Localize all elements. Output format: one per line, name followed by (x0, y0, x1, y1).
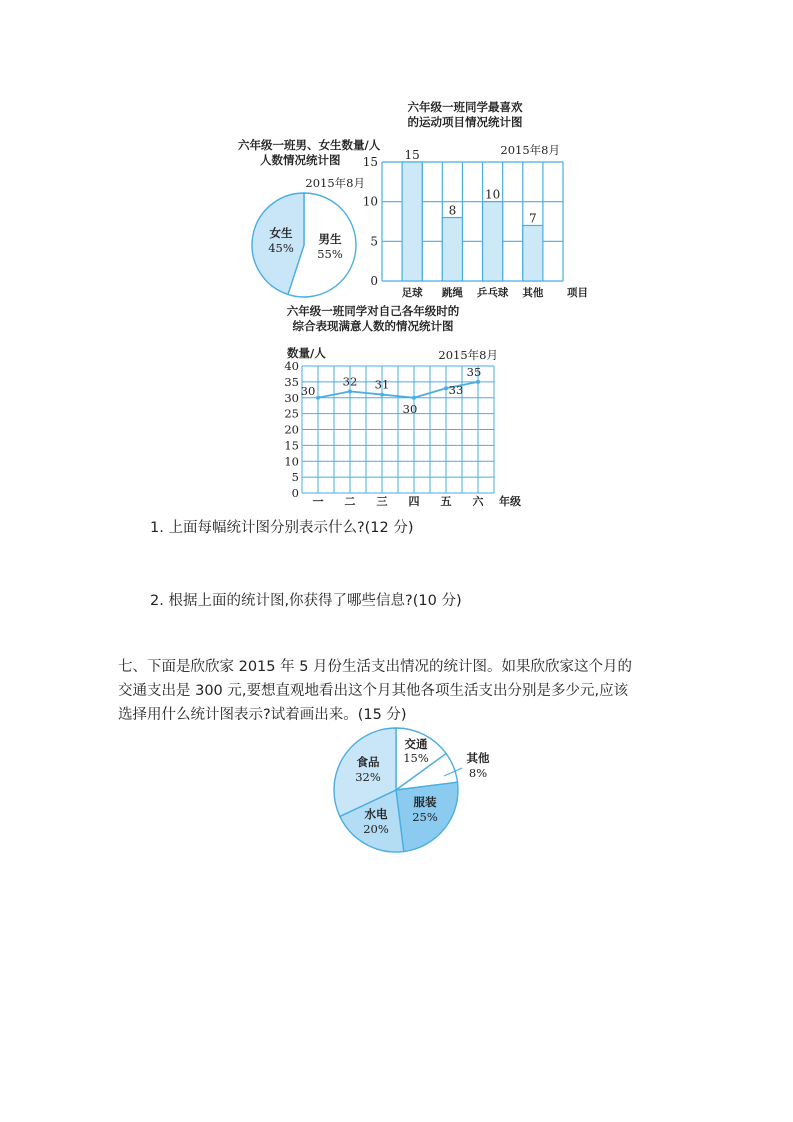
bar (483, 202, 503, 281)
line-point-label: 35 (466, 364, 482, 379)
line-category-label: 四 (408, 495, 420, 508)
bar-chart (363, 143, 588, 299)
section-7-line-3: 选择用什么统计图表示?试着画出来。(15 分) (118, 707, 407, 723)
line-category-label: 五 (440, 495, 452, 508)
bar-value-label: 15 (404, 148, 420, 162)
bar-value-label: 10 (484, 187, 501, 202)
line-point-label: 30 (402, 401, 418, 416)
section-7-line-1: 七、下面是欣欣家 2015 年 5 月份生活支出情况的统计图。如果欣欣家这个月的 (118, 659, 633, 675)
line-point-label: 32 (342, 374, 358, 389)
line-chart-title-line1: 六年级一班同学对自己各年级时的 (286, 304, 460, 318)
line-y-tick-label: 25 (284, 406, 299, 421)
bar-y-tick-label: 0 (370, 274, 378, 288)
line-y-tick-label: 10 (284, 454, 299, 469)
line-point-label: 33 (448, 383, 464, 398)
line-y-tick-label: 20 (284, 422, 299, 437)
section-7-line-2: 交通支出是 300 元,要想直观地看出这个月其他各项生活支出分别是多少元,应该 (118, 683, 629, 699)
pie1-chart-date: 2015年8月 (305, 176, 365, 190)
pie2-slice-value: 20% (363, 822, 389, 836)
bar-y-tick-label: 15 (362, 155, 378, 169)
pie1-slice-label: 女生 (269, 226, 293, 240)
line-point (348, 389, 352, 393)
line-point (380, 393, 384, 397)
pie1-slice-value: 45% (268, 241, 294, 255)
line-point (316, 396, 320, 400)
bar (523, 225, 543, 281)
pie2-slice-label: 水电 (364, 807, 388, 821)
line-y-tick-label: 30 (284, 390, 299, 405)
bar-category-label: 跳绳 (441, 287, 463, 299)
pie2-slice-value: 32% (355, 770, 381, 784)
bar (442, 218, 462, 281)
pie1-slice-value: 55% (317, 247, 343, 261)
gender-pie-chart (252, 176, 365, 297)
line-y-axis-label: 数量/人 (287, 346, 326, 360)
bar-category-label: 乒乓球 (476, 287, 509, 299)
bar-chart-title-line1: 六年级一班同学最喜欢 (407, 100, 523, 114)
pie1-chart-title-line1: 六年级一班男、女生数量/人 (238, 138, 381, 152)
pie1-slice-label: 男生 (318, 232, 342, 246)
line-y-tick-label: 15 (284, 438, 299, 453)
pie1-chart-title-line2: 人数情况统计图 (260, 153, 341, 167)
line-point (412, 396, 416, 400)
bar-chart-title-line2: 的运动项目情况统计图 (407, 115, 523, 129)
line-chart (284, 346, 521, 508)
section-7-text (118, 655, 632, 727)
pie2-slice-label: 其他 (466, 751, 490, 765)
line-chart-title-line2: 综合表现满意人数的情况统计图 (292, 319, 454, 333)
pie2-slice-label: 服装 (413, 795, 437, 809)
bar-category-label: 其他 (522, 287, 544, 299)
line-point (444, 386, 448, 390)
pie2-slice-value: 15% (403, 751, 429, 765)
line-y-tick-label: 0 (291, 486, 299, 500)
pie2-slice-label: 食品 (356, 755, 380, 769)
bar-value-label: 8 (448, 203, 457, 218)
bar (402, 162, 422, 281)
pie2-slice-value: 8% (468, 766, 488, 780)
line-category-label: 一 (312, 495, 324, 508)
line-y-tick-label: 5 (291, 470, 299, 485)
pie2-slice-value: 25% (412, 810, 438, 824)
line-point-label: 30 (300, 383, 316, 398)
question-2: 2. 根据上面的统计图,你获得了哪些信息?(10 分) (150, 593, 462, 609)
pie2-slice-label: 交通 (404, 737, 428, 751)
line-x-axis-label: 年级 (499, 495, 521, 508)
line-category-label: 三 (376, 495, 388, 508)
question-1: 1. 上面每幅统计图分别表示什么?(12 分) (150, 520, 414, 536)
line-chart-date: 2015年8月 (438, 348, 498, 362)
expense-pie-chart (334, 728, 490, 852)
bar-x-axis-label: 项目 (567, 287, 588, 299)
bar-value-label: 7 (529, 211, 537, 226)
bar-category-label: 足球 (401, 287, 423, 299)
line-point (476, 380, 480, 384)
bar-y-tick-label: 10 (362, 194, 378, 209)
line-y-tick-label: 40 (284, 359, 299, 373)
bar-y-tick-label: 5 (370, 234, 378, 249)
bar-chart-date: 2015年8月 (500, 143, 560, 157)
line-y-tick-label: 35 (284, 374, 299, 389)
line-point-label: 31 (374, 377, 390, 392)
line-category-label: 二 (344, 495, 356, 508)
line-category-label: 六 (472, 495, 484, 508)
